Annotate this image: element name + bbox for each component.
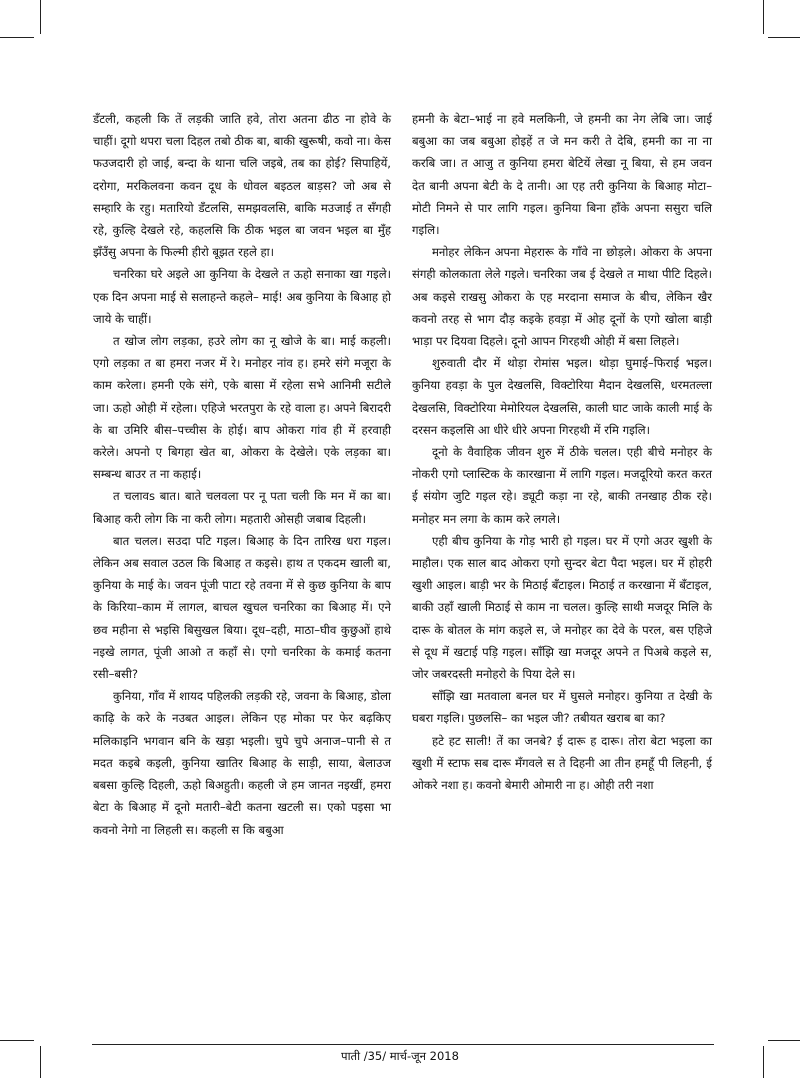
crop-mark-bottom-right-horizontal	[768, 1040, 800, 1041]
crop-mark-top-right-vertical	[763, 0, 764, 34]
crop-mark-top-left-vertical	[40, 0, 41, 34]
paragraph: एही बीच कुनिया के गोड़ भारी हो गइल। घर में एगो अउर खुशी के माहौल। एक साल बाद ओकरा एगो सुन्दर बेटा पैदा भइल। घर में होहरी खुशी आइल। बाड़ी भर के मिठाई बँटाइल। मिठाई त करखाना में बँटाइल, बाकी उहाँ खाली मिठाई से काम ना चलल। कुल्हि साथी मजदूर मिलि के दारू के बोतल के मांग कइले स, जे मनोहर का देवे के परल, बस एहिजे से दूध में खटाई पड़ि गइल। साँझि खा मजदूर अपने त पिअबे कइले स, जोर जबरदस्ती मनोहरो के पिया देले स।	[412, 533, 712, 682]
paragraph: बात चलल। सउदा पटि गइल। बिआह के दिन तारिख धरा गइल। लेकिन अब सवाल उठल कि बिआह त कइसे। हाथ त एकदम खाली बा, कुनिया के माई के। जवन पूंजी पाटा रहे तवना में से कुछ कुनिया के बाप के किरिया–काम में लागल, बाचल खुचल चनरिका का बिआह में। एने छव महीना से भइसि बिसुखल बिया। दूध–दही, माठा–घीव कुछुओं हाथे नइखे लागत, पूंजी आओ त कहाँ से। एगो चनरिका के कमाई कतना रसी–बसी?	[93, 533, 391, 682]
paragraph: डँटली, कहली कि तें लड़की जाति हवे, तोरा अतना ढीठ ना होवे के चाहीं। दूगो थपरा चला दिहल तबो ठीक बा, बाकी खुरूषी, कवो ना। केस फउजदारी हो जाई, बन्दा के थाना चलि जइबे, तब का होई? सिपाहियें, दरोगा, मरकिलवना कवन दूध के धोवल बइठल बाड़स? जो अब से सम्हारि के रहु। मतारियो डँटलसि, समझवलसि, बाकि मउजाई त सँगही रहे, कुल्हि देखले रहे, कहलसि कि ठीक भइल बा जवन भइल बा मुँह झँउँसु अपना के फिल्मी हीरो बूझत रहले हा।	[93, 112, 391, 260]
paragraph: कुनिया, गाँव में शायद पहिलकी लड़की रहे, जवना के बिआह, डोला काढ़ि के करे के नउबत आइल। लेकिन एह मोका पर फेर बढ़किए मलिकाइनि भगवान बनि के खड़ा भइली। चुपे चुपे अनाज–पानी से त मदत कइबे कइली, कुनिया खातिर बिआह के साड़ी, साया, बेलाउज बबसा कुल्हि दिहली, ऊहो बिअहुती। कहली जे हम जानत नइखीं, हमरा बेटा के बिआह में दूनो मतारी–बेटी कतना खटली स। एको पइसा भा कवनो नेगो ना लिहली स। कहली स कि बबुआ	[93, 689, 391, 837]
paragraph: मनोहर लेकिन अपना मेहरारू के गाँवे ना छोड़ले। ओकरा के अपना संगही कोलकाता लेले गइले। चनरिका जब ई देखले त माथा पीटि दिहले। अब कइसे राखसु ओकरा के एह मरदाना समाज के बीच, लेकिन खैर कवनो तरह से भाग दौड़ कइके हवड़ा में ओह दूनों के एगो खोला बाड़ी भाड़ा पर दियवा दिहले। दूनो आपन गिरहथी ओही में बसा लिहले।	[412, 245, 712, 349]
paragraph: दूनो के वैवाहिक जीवन शुरु में ठीके चलल। एही बीचे मनोहर के नोकरी एगो प्लास्टिक के कारखाना में लागि गइल। मजदूरियो करत करत ई संयोग जुटि गइल रहे। ड्यूटी कड़ा ना रहे, बाकी तनखाह ठीक रहे। मनोहर मन लगा के काम करे लगले।	[412, 445, 712, 526]
paragraph: शुरुवाती दौर में थोड़ा रोमांस भइल। थोड़ा घुमाई–फिराई भइल। कुनिया हवड़ा के पुल देखलसि, विक्टोरिया मैदान देखलसि, धरमतल्ला देखलसि, विक्टोरिया मेमोरियल देखलसि, काली घाट जाके काली माई के दरसन कइलसि आ धीरे धीरे अपना गिरहथी में रमि गइलि।	[412, 356, 712, 437]
paragraph: साँझि खा मतवाला बनल घर में घुसले मनोहर। कुनिया त देखी के घबरा गइलि। पुछलसि– का भइल जी? तबीयत खराब बा का?	[412, 689, 712, 726]
page-footer: पाती /35/ मार्च-जून 2018	[341, 1049, 459, 1063]
footer-divider	[92, 1044, 714, 1045]
paragraph: चनरिका घरे अइले आ कुनिया के देखले त ऊहो सनाका खा गइले। एक दिन अपना माई से सलाहन्ते कहले– माई! अब कुनिया के बिआह हो जाये के चाहीं।	[93, 267, 391, 326]
paragraph: त चलावs बात। बाते चलवला पर नू पता चली कि मन में का बा। बिआह करी लोग कि ना करी लोग। महतारी ओसही जबाब दिहली।	[93, 489, 391, 526]
paragraph: हमनी के बेटा–भाई ना हवे मलकिनी, जे हमनी का नेग लेबि जा। जाई बबुआ का जब बबुआ होइहें त जे मन करी ते देबि, हमनी का ना ना करबि जा। त आजु त कुनिया हमरा बेटियें लेखा नू बिया, से हम जवन देत बानी अपना बेटी के दे तानी। आ एह तरी कुनिया के बिआह मोटा–मोटी निमने से पार लागि गइल। कुनिया बिना हाँके अपना ससुरा चलि गइलि।	[412, 112, 712, 238]
right-text-column	[412, 108, 712, 796]
paragraph: हटे हट साली! तें का जनबे? ई दारू ह दारू। तोरा बेटा भइला का खुशी में स्टाफ सब दारू मँगवले स ते दिहनी आ तीन हमहूँ पी लिहनी, ई ओकरे नशा ह। कवनो बेमारी ओमारी ना ह। ओही तरी नशा	[412, 733, 712, 793]
crop-mark-top-left-horizontal	[0, 37, 34, 38]
crop-mark-top-right-horizontal	[768, 37, 800, 38]
left-text-column	[93, 108, 391, 841]
paragraph: त खोज लोग लड़का, हउरे लोग का नू खोजे के बा। माई कहली। एगो लड़का त बा हमरा नजर में रे। मनोहर नांव ह। हमरे संगे मजूरा के काम करेला। हमनी एके संगे, एके बासा में रहेला सभे आनिमी सटीले जा। ऊहो ओही में रहेला। एहिजे भरतपुरा के रहे वाला ह। अपने बिरादरी के बा उमिरि बीस–पच्चीस के होई। बाप ओकरा गांव ही में हरवाही करेले। अपनो ए बिगहा खेत बा, ओकरा के देखेले। एके लड़का बा। सम्बन्ध बाउर त ना कहाई।	[93, 334, 391, 482]
crop-mark-bottom-left-horizontal	[0, 1040, 34, 1041]
